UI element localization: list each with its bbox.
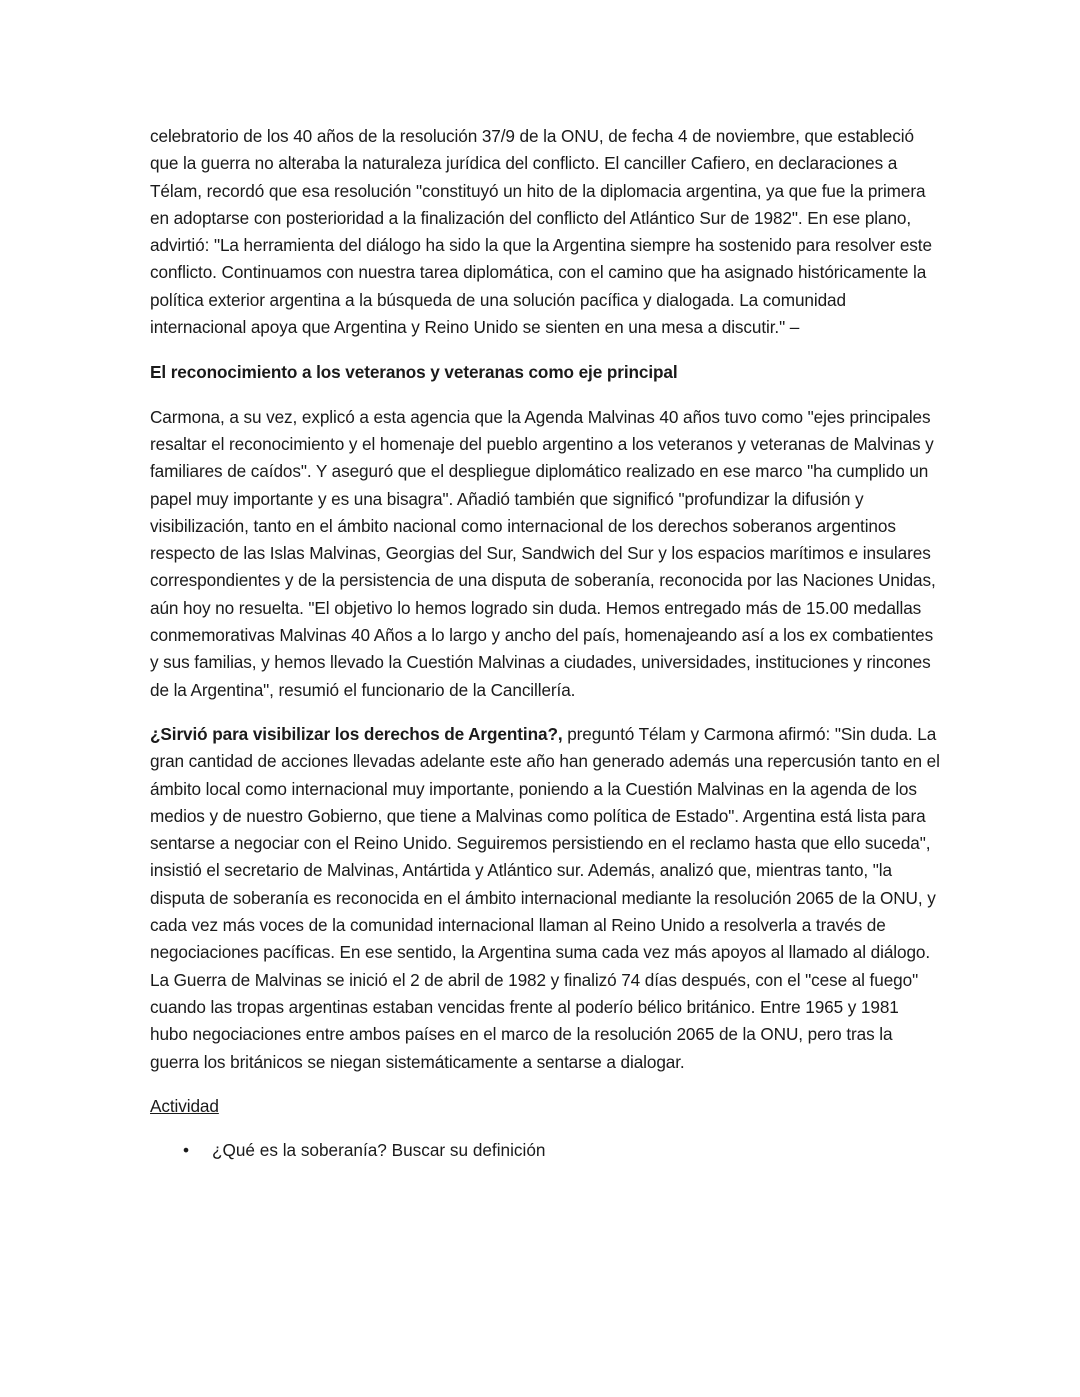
document-page — [150, 123, 940, 1164]
activity-title: Actividad — [150, 1095, 219, 1116]
paragraph-carmona: Carmona, a su vez, explicó a esta agencia que la Agenda Malvinas 40 años tuvo como "ejes principales resaltar el reconocimiento y el homenaje del pueblo argentino a los veteranos y veteranas de Malvinas y familiares de caídos". Y aseguró que el despliegue diplomático realizado en ese marco "ha cumplido un papel muy importante y es una bisagra". Añadió también que significó "profundizar la difusión y visibilización, tanto en el ámbito nacional como internacional de los derechos soberanos argentinos respecto de las Islas Malvinas, Georgias del Sur, Sandwich del Sur y los espacios marítimos e insulares correspondientes y de la persistencia de una disputa de soberanía, reconocida por las Naciones Unidas, aún hoy no resuelta. "El objetivo lo hemos logrado sin duda. Hemos entregado más de 15.00 medallas conmemorativas Malvinas 40 Años a lo largo y ancho del país, homenajeando así a los ex combatientes y sus familias, y hemos llevado la Cuestión Malvinas a ciudades, universidades, instituciones y rincones de la Argentina", resumió el funcionario de la Cancillería. — [150, 406, 936, 700]
section-heading: El reconocimiento a los veteranos y veteranas como eje principal — [150, 362, 678, 383]
bullet-icon: • — [183, 1140, 190, 1161]
question-answer: preguntó Télam y Carmona afirmó: "Sin duda. La gran cantidad de acciones llevadas adelante este año han generado además una repercusión tanto en el ámbito local como internacional muy importante, poniendo a la Cuestión Malvinas en la agenda de los medios y de nuestro Gobierno, que tiene a Malvinas como política de Estado". Argentina está lista para sentarse a negociar con el Reino Unido. Seguiremos persistiendo en el reclamo hasta que ello suceda", insistió el secretario de Malvinas, Antártida y Atlántico sur. Además, analizó que, mientras tanto, "la disputa de soberanía es reconocida en el ámbito internacional mediante la resolución 2065 de la ONU, y cada vez más voces de la comunidad internacional llaman al Reino Unido a resolverla a través de negociaciones pacíficas. En ese sentido, la Argentina suma cada vez más apoyos al llamado al diálogo. La Guerra de Malvinas se inició el 2 de abril de 1982 y finalizó 74 días después, con el "cese al fuego" cuando las tropas argentinas estaban vencidas frente al poderío bélico británico. Entre 1965 y 1981 hubo negociaciones entre ambos países en el marco de la resolución 2065 de la ONU, pero tras la guerra los británicos se niegan sistemáticamente a sentarse a dialogar. — [150, 723, 940, 1072]
paragraph-intro: celebratorio de los 40 años de la resolución 37/9 de la ONU, de fecha 4 de noviembre, que estableció que la guerra no alteraba la naturaleza jurídica del conflicto. El canciller Cafiero, en declaraciones a Télam, recordó que esa resolución "constituyó un hito de la diplomacia argentina, ya que fue la primera en adoptarse con posterioridad a la finalización del conflicto del Atlántico Sur de 1982". En ese plano, advirtió: "La herramienta del diálogo ha sido la que la Argentina siempre ha sostenido para resolver este conflicto. Continuamos con nuestra tarea diplomática, con el camino que ha asignado históricamente la política exterior argentina a la búsqueda de una solución pacífica y dialogada. La comunidad internacional apoya que Argentina y Reino Unido se sienten en una mesa a discutir." – — [150, 126, 932, 338]
question-lead: ¿Sirvió para visibilizar los derechos de Argentina?, — [150, 723, 563, 744]
activity-item — [150, 1137, 940, 1164]
paragraph-question — [150, 721, 940, 1076]
activity-item-text: ¿Qué es la soberanía? Buscar su definición — [212, 1140, 546, 1161]
activity-list — [150, 1137, 940, 1164]
